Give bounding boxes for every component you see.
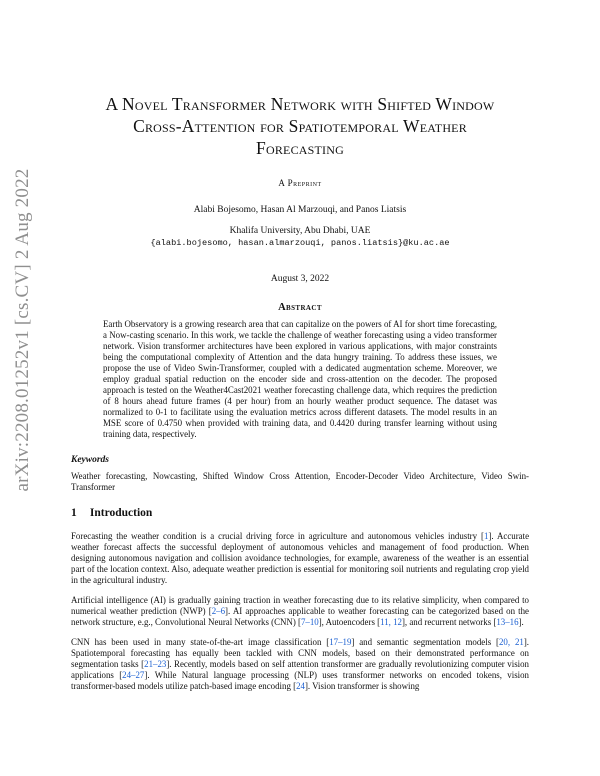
text-span: ] and semantic segmentation models [	[351, 637, 499, 647]
affiliation: Khalifa University, Abu Dhabi, UAE	[229, 226, 371, 236]
citation-link[interactable]: 21–23	[144, 659, 167, 669]
citation-link[interactable]: 17–19	[329, 637, 352, 647]
title-line-3: Forecasting	[256, 138, 344, 158]
paper-page	[71, 0, 529, 692]
text-span: ].	[518, 617, 524, 627]
paper-title	[71, 93, 529, 159]
intro-paragraph-1	[71, 531, 529, 586]
arxiv-identifier: arXiv:2208.01252v1 [cs.CV] 2 Aug 2022	[12, 168, 33, 492]
citation-link[interactable]: 20, 21	[498, 637, 524, 647]
citation-link[interactable]: 13–16	[496, 617, 519, 627]
text-span: ], Autoencoders [	[318, 617, 381, 627]
citation-link[interactable]: 1	[483, 531, 489, 541]
section-heading	[71, 507, 529, 519]
section-title: Introduction	[89, 507, 153, 519]
abstract-text: Earth Observatory is a growing research area that can capitalize on the powers of AI for short time forecasting, a Now-casting scenario. In this work, we tackle the challenge of weather forecasting using a video transformer network. Vision transformer architectures have been explored in various applications, with major constraints being the computational complexity of Attention and the data hungry training. To address these issues, we propose the use of Video Swin-Transformer, coupled with a dedicated augmentation scheme. Moreover, we employ gradual spatial reduction on the encoder side and cross-attention on the decoder. The proposed approach is tested on the Weather4Cast2021 weather forecasting challenge data, which requires the prediction of 8 hours ahead future frames (4 per hour) from an hourly weather product sequence. The dataset was normalized to 0-1 to facilitate using the evaluation metrics across different datasets. The model results in an MSE score of 0.4750 when provided with training data, and 0.4420 during transfer learning without using training data, respectively.	[103, 319, 497, 439]
author-emails: {alabi.bojesomo, hasan.almarzouqi, panos.liatsis}@ku.ac.ae	[150, 238, 450, 248]
affiliation-block	[71, 225, 529, 249]
keywords-heading: Keywords	[71, 455, 109, 465]
intro-paragraph-2	[71, 595, 529, 628]
citation-link[interactable]: 7–10	[300, 617, 319, 627]
publication-date: August 3, 2022	[270, 274, 330, 284]
preprint-label: A Preprint	[278, 178, 322, 188]
text-span: ]. Vision transformer is showing	[304, 681, 420, 691]
text-span: ]. While Natural language processing (NLP) uses transformer networks on encoded tokens, vision transformer-based models utilize patch-based image encoding [	[71, 670, 529, 691]
text-span: ]. AI approaches applicable to weather forecasting can be categorized based on the network structure, e.g., Convolutional Neural Networks (CNN) [	[71, 606, 529, 627]
citation-link[interactable]: 24–27	[122, 670, 145, 680]
text-span: ], and recurrent networks [	[401, 617, 497, 627]
intro-paragraph-3	[71, 637, 529, 692]
section-number: 1	[71, 507, 77, 519]
text-span: Forecasting the weather condition is a crucial driving force in agriculture and autonomous vehicles industry [	[71, 531, 484, 541]
text-span: ]. Recently, models based on self attention transformer are gradually revolutionizing computer vision applications [	[71, 659, 529, 680]
abstract-heading: Abstract	[278, 302, 322, 313]
author-list: Alabi Bojesomo, Hasan Al Marzouqi, and Panos Liatsis	[193, 205, 407, 215]
text-span: CNN has been used in many state-of-the-art image classification [	[71, 637, 330, 647]
title-line-1: A Novel Transformer Network with Shifted Window	[105, 94, 495, 114]
text-span: ]. Accurate weather forecast affects the successful deployment of autonomous vehicles and management of food production. When designing autonomous navigation and collision avoidance technologies, for example, awareness of the weather is an essential part of the location context. Also, adequate weather prediction is essential for monitoring soil nutrients and regulating crop yield in the agricultural industry.	[71, 531, 530, 585]
citation-link[interactable]: 2–6	[211, 606, 225, 616]
arxiv-stamp	[10, 110, 36, 550]
text-span: Artificial intelligence (AI) is gradually gaining traction in weather forecasting due to its relative simplicity, when compared to numerical weather prediction (NWP) [	[71, 595, 529, 616]
citation-link[interactable]: 24	[296, 681, 305, 691]
text-span: ]. Spatiotemporal forecasting has equally been tackled with CNN models, based on their demonstrated performance on segmentation tasks [	[71, 637, 530, 669]
title-line-2: Cross-Attention for Spatiotemporal Weather	[133, 116, 467, 136]
citation-link[interactable]: 11, 12	[380, 617, 402, 627]
keywords-list: Weather forecasting, Nowcasting, Shifted Window Cross Attention, Encoder-Decoder Video Architecture, Video Swin-Transformer	[71, 471, 529, 492]
